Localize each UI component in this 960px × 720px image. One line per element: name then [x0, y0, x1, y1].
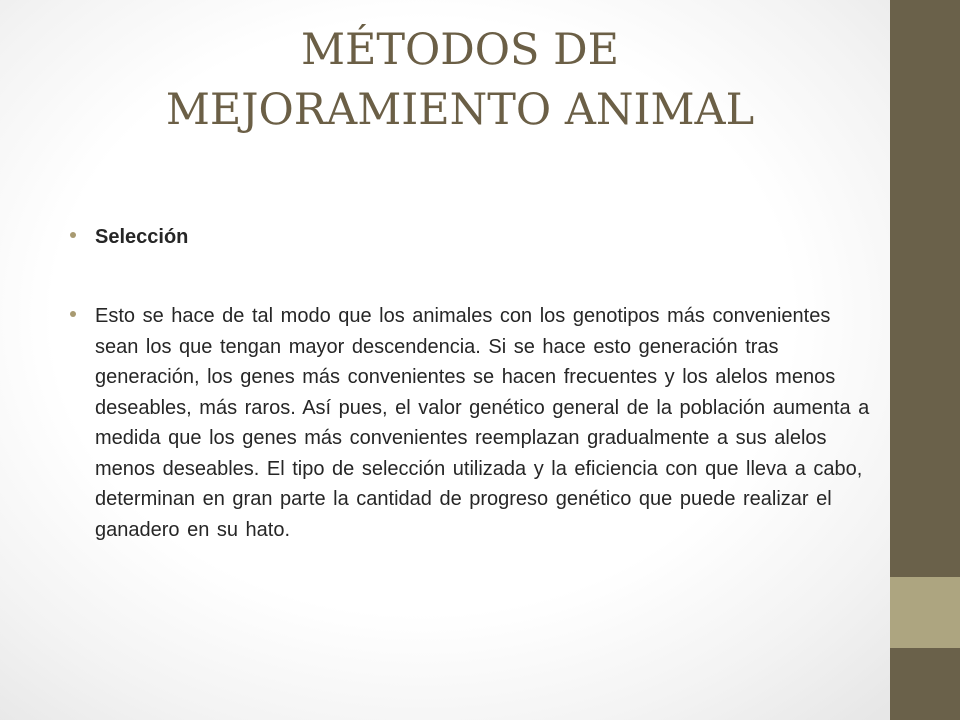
bullet-heading: Selección — [95, 226, 189, 248]
bullet-dot-icon — [70, 232, 76, 238]
slide-title-line-2: MEJORAMIENTO ANIMAL — [165, 85, 755, 135]
slide-title-line-1: MÉTODOS DE — [300, 25, 620, 75]
slide-title — [60, 20, 860, 140]
side-decor-accent — [890, 577, 960, 648]
bullet-dot-icon — [70, 311, 76, 317]
bullet-paragraph: Esto se hace de tal modo que los animales con los genotipos más convenientes sean los que tengan mayor descendencia. Si se hace esto generación tras generación, los genes más convenientes se hacen frecuentes y los alelos menos deseables, más raros. Así pues, el valor genético general de la población aumenta a medida que los genes más convenientes reemplazan gradualmente a sus alelos menos deseables. El tipo de selección utilizada y la eficiencia con que lleva a cabo, determinan en gran parte la cantidad de progreso genético que puede realizar el ganadero en su hato. — [95, 305, 870, 541]
